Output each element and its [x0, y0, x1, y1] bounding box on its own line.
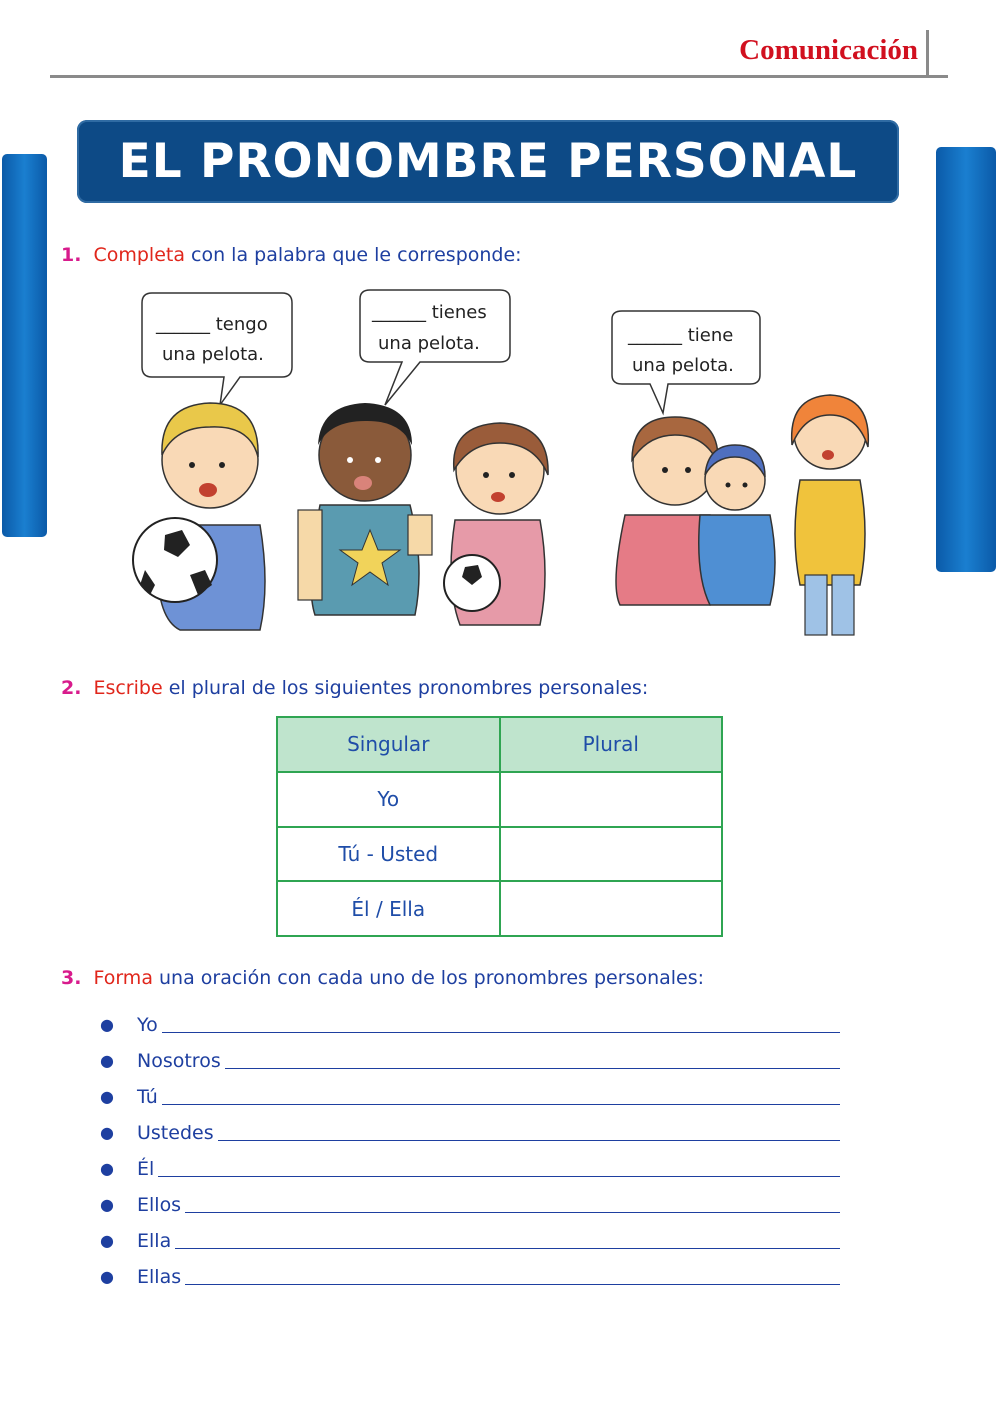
list-item	[100, 1072, 840, 1108]
table-row	[277, 881, 722, 936]
plural-answer-cell[interactable]	[500, 827, 723, 882]
pronoun-label: Él	[137, 1158, 155, 1180]
bullet-icon: ●	[100, 1087, 114, 1106]
question-number: 2.	[61, 677, 82, 699]
answer-line[interactable]	[162, 1014, 840, 1033]
question-3	[61, 967, 704, 989]
question-text: con la palabra que le corresponde:	[184, 244, 522, 266]
header-tick	[926, 30, 929, 76]
list-item	[100, 1036, 840, 1072]
pronoun-label: Tú	[137, 1086, 158, 1108]
children-illustration	[120, 285, 900, 650]
bubble-3-line1: ______ tiene	[628, 325, 734, 346]
singular-cell: Tú - Usted	[277, 827, 500, 882]
question-text: una oración con cada uno de los pronombres personales:	[152, 967, 705, 989]
list-item	[100, 1108, 840, 1144]
singular-cell: Yo	[277, 772, 500, 827]
bullet-icon: ●	[100, 1051, 114, 1070]
question-2	[61, 677, 648, 699]
answer-line[interactable]	[175, 1230, 840, 1249]
pronoun-label: Ellas	[137, 1266, 182, 1288]
child-2-figure	[298, 403, 432, 615]
answer-line[interactable]	[218, 1122, 840, 1141]
question-number: 1.	[61, 244, 82, 266]
sentence-list	[100, 1000, 840, 1288]
page-title: EL PRONOMBRE PERSONAL	[118, 134, 858, 189]
bubble-1-line2: una pelota.	[162, 344, 264, 365]
pronoun-label: Nosotros	[137, 1050, 221, 1072]
table-row	[277, 827, 722, 882]
table-row	[277, 772, 722, 827]
speech-bubble-3	[612, 311, 760, 413]
bullet-icon: ●	[100, 1123, 114, 1142]
answer-line[interactable]	[158, 1158, 840, 1177]
list-item	[100, 1216, 840, 1252]
header-singular: Singular	[277, 717, 500, 772]
bullet-icon: ●	[100, 1231, 114, 1250]
child-1-figure	[133, 403, 265, 630]
left-side-bar	[2, 154, 47, 537]
bubble-2-line1: ______ tienes	[372, 302, 487, 323]
subject-label: Comunicación	[739, 34, 918, 66]
title-banner	[77, 120, 899, 203]
bubble-2-line2: una pelota.	[378, 333, 480, 354]
bullet-icon: ●	[100, 1015, 114, 1034]
table-header-row	[277, 717, 722, 772]
child-3-figure	[444, 423, 548, 625]
singular-cell: Él / Ella	[277, 881, 500, 936]
header-plural: Plural	[500, 717, 723, 772]
list-item	[100, 1252, 840, 1288]
list-item	[100, 1180, 840, 1216]
answer-line[interactable]	[185, 1194, 840, 1213]
question-text: el plural de los siguientes pronombres personales:	[162, 677, 649, 699]
answer-line[interactable]	[185, 1266, 840, 1285]
pronoun-label: Yo	[137, 1014, 158, 1036]
header-rule	[50, 75, 948, 78]
question-verb: Completa	[93, 244, 185, 266]
pronoun-label: Ella	[137, 1230, 172, 1252]
question-verb: Escribe	[93, 677, 163, 699]
answer-line[interactable]	[162, 1086, 840, 1105]
bubble-1-line1: ______ tengo	[156, 314, 268, 335]
bullet-icon: ●	[100, 1159, 114, 1178]
right-side-bar	[936, 147, 996, 572]
list-item	[100, 1144, 840, 1180]
bubble-3-line2: una pelota.	[632, 355, 734, 376]
child-6-figure	[792, 395, 869, 635]
speech-bubble-1	[142, 293, 292, 405]
plural-answer-cell[interactable]	[500, 881, 723, 936]
list-item	[100, 1000, 840, 1036]
question-1	[61, 244, 522, 266]
bullet-icon: ●	[100, 1267, 114, 1286]
child-4-and-5-figures	[616, 417, 775, 605]
speech-bubble-2	[360, 290, 510, 405]
pronoun-label: Ustedes	[137, 1122, 214, 1144]
pronoun-table	[276, 716, 723, 937]
question-verb: Forma	[93, 967, 153, 989]
answer-line[interactable]	[225, 1050, 840, 1069]
plural-answer-cell[interactable]	[500, 772, 723, 827]
bullet-icon: ●	[100, 1195, 114, 1214]
question-number: 3.	[61, 967, 82, 989]
pronoun-label: Ellos	[137, 1194, 182, 1216]
